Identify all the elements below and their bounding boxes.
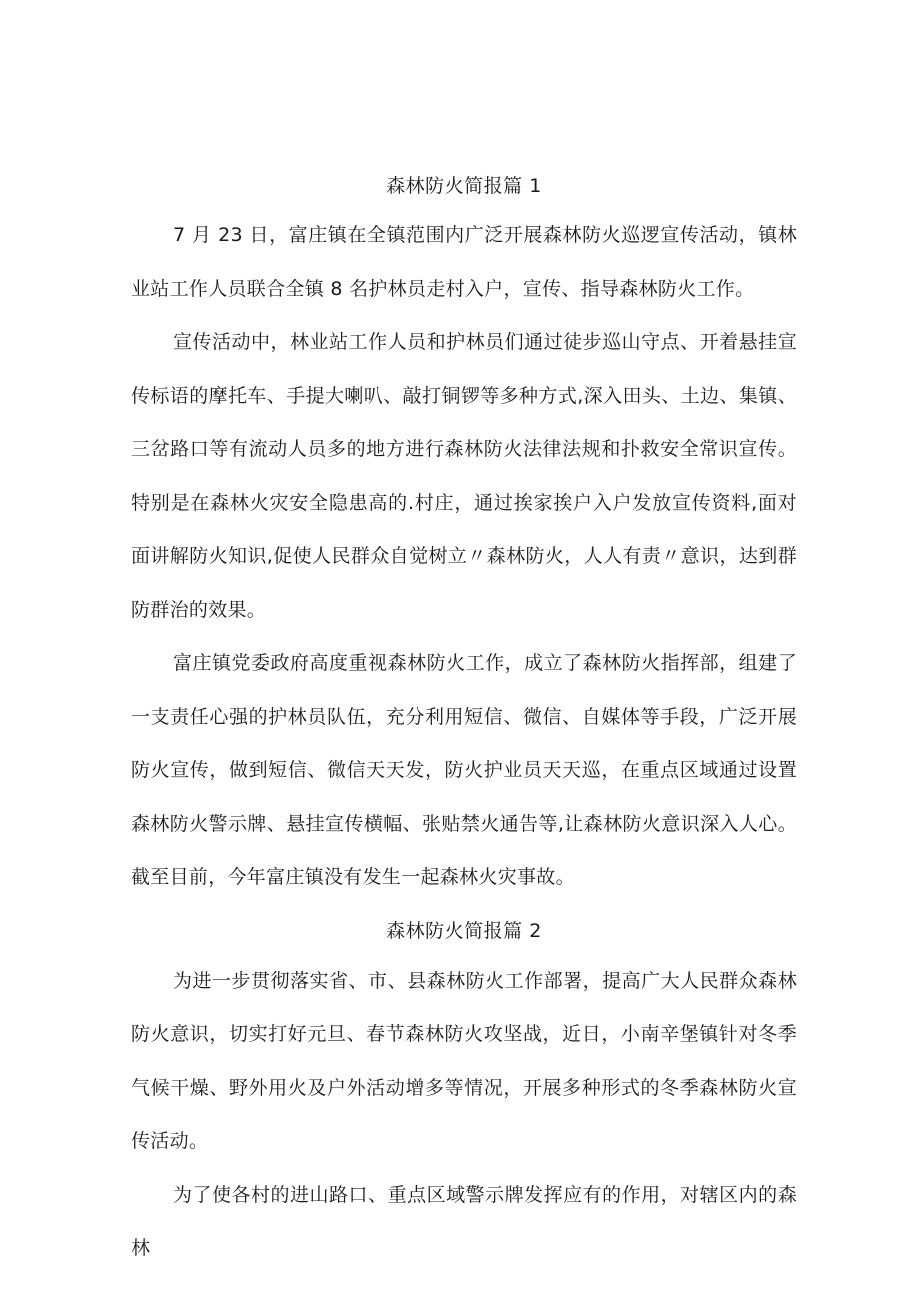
section-1-paragraph-3: 富庄镇党委政府高度重视森林防火工作，成立了森林防火指挥部，组建了一支责任心强的护林员队伍，充分利用短信、微信、自媒体等手段，广泛开展防火宣传，做到短信、微信天天发，防火护业员天天巡，在重点区域通过设置森林防火警示牌、悬挂宣传横幅、张贴禁火通告等,让森林防火意识深入人心。截至目前，今年富庄镇没有发生一起森林火灾事故。 <box>131 652 797 888</box>
section-2-title: 森林防火简报篇 2 <box>386 919 542 942</box>
section-1-paragraph-2: 宣传活动中，林业站工作人员和护林员们通过徒步巡山守点、开着悬挂宣传标语的摩托车、手提大喇叭、敲打铜锣等多种方式,深入田头、土边、集镇、三岔路口等有流动人员多的地方进行森林防火法律法规和扑救安全常识宣传。特别是在森林火灾安全隐患高的.村庄，通过挨家挨户入户发放宣传资料,面对面讲解防火知识,促使人民群众自觉树立〃森林防火，人人有责〃意识，达到群防群治的效果。 <box>131 331 797 621</box>
section-2-paragraph-2: 为了使各村的进山路口、重点区域警示牌发挥应有的作用，对辖区内的森林 <box>131 1183 797 1259</box>
section-1-title: 森林防火简报篇 1 <box>386 175 542 197</box>
section-1-paragraph-1: 7 月 23 日，富庄镇在全镇范围内广泛开展森林防火巡逻宣传活动，镇林业站工作人员联合全镇 8 名护林员走村入户，宣传、指导森林防火工作。 <box>131 224 797 300</box>
document-body <box>131 168 797 1276</box>
section-2-paragraph-1: 为进一步贯彻落实省、市、县森林防火工作部署，提高广大人民群众森林防火意识，切实打好元旦、春节森林防火攻坚战，近日，小南辛堡镇针对冬季气候干燥、野外用火及户外活动增多等情况，开展多种形式的冬季森林防火宣传活动。 <box>131 969 797 1152</box>
